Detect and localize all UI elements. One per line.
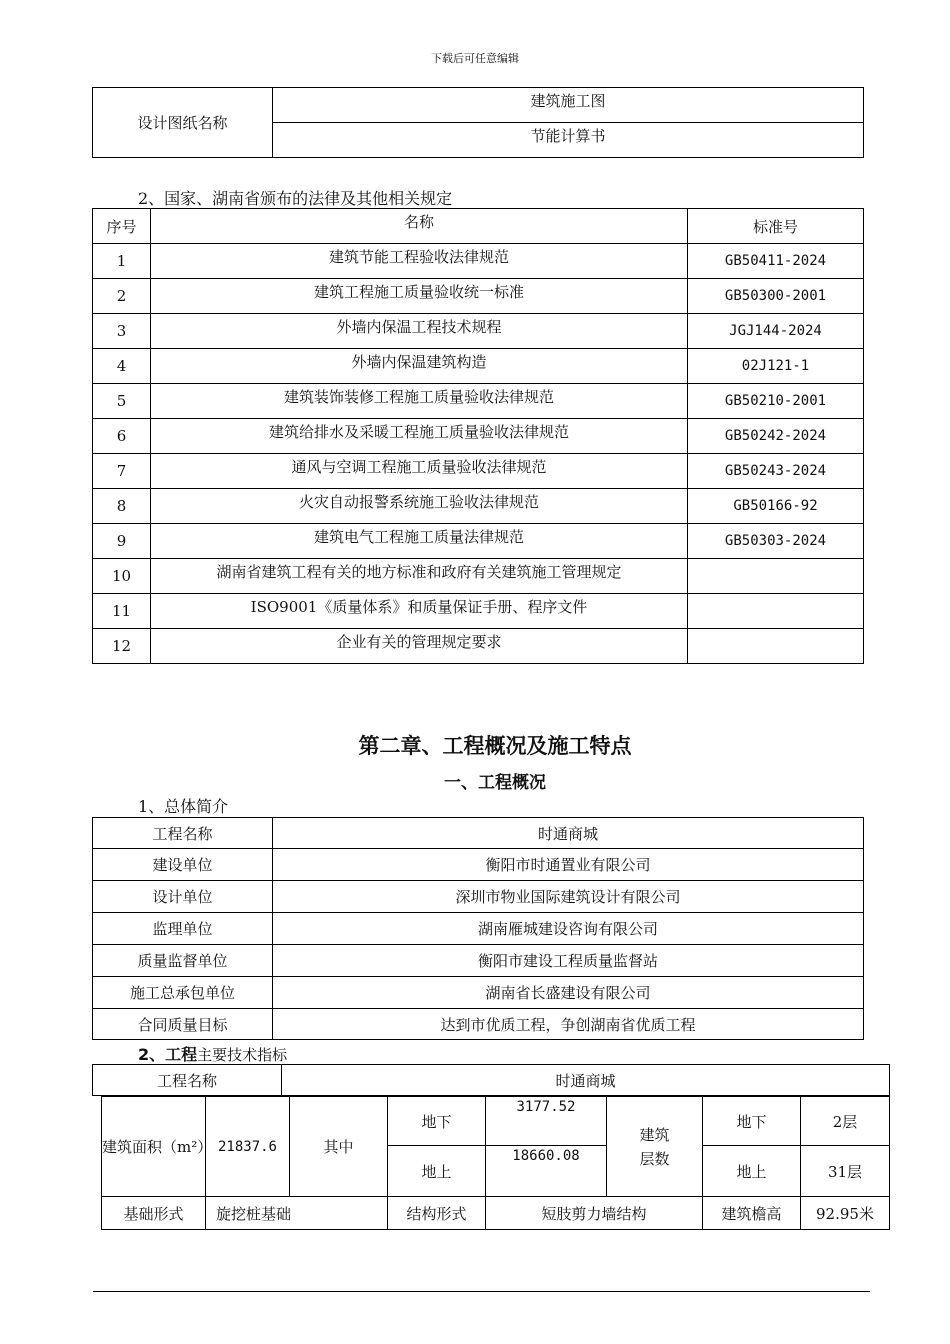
row-name: 建筑给排水及采暖工程施工质量验收法律规范	[151, 419, 688, 454]
row-no: 10	[93, 559, 151, 594]
tech-header-table	[92, 1064, 890, 1096]
col-header-code: 标准号	[688, 209, 864, 244]
row-name: 建筑工程施工质量验收统一标准	[151, 279, 688, 314]
table-row	[93, 977, 864, 1009]
table-row	[93, 244, 864, 279]
row-no: 5	[93, 384, 151, 419]
tech-title	[138, 1042, 287, 1065]
overview-label: 监理单位	[93, 913, 273, 945]
row-name: 建筑节能工程验收法律规范	[151, 244, 688, 279]
tech-area-label: 建筑面积（m²）	[102, 1097, 206, 1197]
table-row	[93, 594, 864, 629]
tech-among: 其中	[290, 1097, 388, 1197]
drawings-label: 设计图纸名称	[93, 88, 273, 158]
table-row	[93, 818, 864, 849]
tech-structure-value: 短肢剪力墙结构	[486, 1197, 703, 1230]
drawings-table	[92, 87, 864, 158]
row-name: 通风与空调工程施工质量验收法律规范	[151, 454, 688, 489]
tech-structure-label: 结构形式	[388, 1197, 486, 1230]
row-name: 外墙内保温工程技术规程	[151, 314, 688, 349]
row-no: 11	[93, 594, 151, 629]
row-name: 外墙内保温建筑构造	[151, 349, 688, 384]
col-header-no: 序号	[93, 209, 151, 244]
table-row	[93, 1009, 864, 1040]
tech-floors-below-value: 2层	[801, 1097, 890, 1146]
table-row	[93, 314, 864, 349]
overview-label: 设计单位	[93, 881, 273, 913]
table-row	[93, 384, 864, 419]
regulations-table	[92, 208, 864, 664]
row-code	[688, 559, 864, 594]
overview-value: 衡阳市时通置业有限公司	[273, 849, 864, 881]
table-row	[93, 279, 864, 314]
page-header-note: 下载后可任意编辑	[431, 52, 519, 65]
row-no: 4	[93, 349, 151, 384]
tech-project-value: 时通商城	[282, 1065, 890, 1096]
overview-value: 衡阳市建设工程质量监督站	[273, 945, 864, 977]
overview-label: 合同质量目标	[93, 1009, 273, 1040]
drawing-item: 节能计算书	[273, 123, 864, 158]
drawing-item: 建筑施工图	[273, 88, 864, 123]
row-no: 6	[93, 419, 151, 454]
tech-foundation-value: 旋挖桩基础	[206, 1197, 388, 1230]
table-row	[93, 349, 864, 384]
row-code: GB50411-2024	[688, 244, 864, 279]
table-row	[93, 913, 864, 945]
table-row	[93, 559, 864, 594]
overview-label: 建设单位	[93, 849, 273, 881]
chapter-title: 第二章、工程概况及施工特点	[358, 734, 632, 758]
tech-title-bold: 2、工程	[138, 1045, 198, 1064]
table-row	[93, 849, 864, 881]
overview-label: 施工总承包单位	[93, 977, 273, 1009]
row-code: JGJ144-2024	[688, 314, 864, 349]
tech-height-value: 92.95米	[801, 1197, 890, 1230]
tech-above-value: 18660.08	[486, 1146, 607, 1197]
tech-table	[101, 1096, 890, 1230]
overview-label: 质量监督单位	[93, 945, 273, 977]
row-code: GB50210-2001	[688, 384, 864, 419]
tech-project-label: 工程名称	[93, 1065, 282, 1096]
table-row	[93, 524, 864, 559]
overview-table	[92, 817, 864, 1040]
chapter-subtitle: 一、工程概况	[444, 773, 546, 793]
overview-title: 1、总体简介	[138, 797, 229, 816]
table-row	[93, 629, 864, 664]
section2-title: 2、国家、湖南省颁布的法律及其他相关规定	[138, 189, 453, 208]
tech-title-rest: 主要技术指标	[197, 1046, 288, 1064]
overview-label: 工程名称	[93, 818, 273, 849]
footer-divider	[93, 1291, 870, 1292]
overview-value: 湖南省长盛建设有限公司	[273, 977, 864, 1009]
row-no: 1	[93, 244, 151, 279]
row-name: 建筑装饰装修工程施工质量验收法律规范	[151, 384, 688, 419]
row-no: 3	[93, 314, 151, 349]
overview-value: 深圳市物业国际建筑设计有限公司	[273, 881, 864, 913]
tech-below-label: 地下	[388, 1097, 486, 1146]
row-code: GB50166-92	[688, 489, 864, 524]
row-code: GB50303-2024	[688, 524, 864, 559]
overview-value: 湖南雁城建设咨询有限公司	[273, 913, 864, 945]
tech-foundation-label: 基础形式	[102, 1197, 206, 1230]
overview-value: 时通商城	[273, 818, 864, 849]
row-code: GB50242-2024	[688, 419, 864, 454]
table-row	[93, 945, 864, 977]
row-code: 02J121-1	[688, 349, 864, 384]
tech-floors-above-label: 地上	[703, 1146, 801, 1197]
tech-floors-below-label: 地下	[703, 1097, 801, 1146]
row-no: 7	[93, 454, 151, 489]
overview-value: 达到市优质工程，争创湖南省优质工程	[273, 1009, 864, 1040]
tech-above-label: 地上	[388, 1146, 486, 1197]
row-code	[688, 594, 864, 629]
row-name: 企业有关的管理规定要求	[151, 629, 688, 664]
row-name: 湖南省建筑工程有关的地方标准和政府有关建筑施工管理规定	[151, 559, 688, 594]
tech-height-label: 建筑檐高	[703, 1197, 801, 1230]
row-code: GB50300-2001	[688, 279, 864, 314]
row-name: ISO9001《质量体系》和质量保证手册、程序文件	[151, 594, 688, 629]
row-no: 9	[93, 524, 151, 559]
row-no: 2	[93, 279, 151, 314]
table-row	[93, 881, 864, 913]
tech-below-value: 3177.52	[486, 1097, 607, 1146]
tech-floors-above-value: 31层	[801, 1146, 890, 1197]
table-row	[93, 454, 864, 489]
table-row	[93, 489, 864, 524]
row-code: GB50243-2024	[688, 454, 864, 489]
row-code	[688, 629, 864, 664]
row-no: 12	[93, 629, 151, 664]
row-name: 建筑电气工程施工质量法律规范	[151, 524, 688, 559]
tech-area-value: 21837.6	[206, 1097, 290, 1197]
col-header-name: 名称	[151, 209, 688, 244]
table-row	[93, 419, 864, 454]
tech-floors-label: 建筑层数	[607, 1097, 703, 1197]
row-name: 火灾自动报警系统施工验收法律规范	[151, 489, 688, 524]
row-no: 8	[93, 489, 151, 524]
